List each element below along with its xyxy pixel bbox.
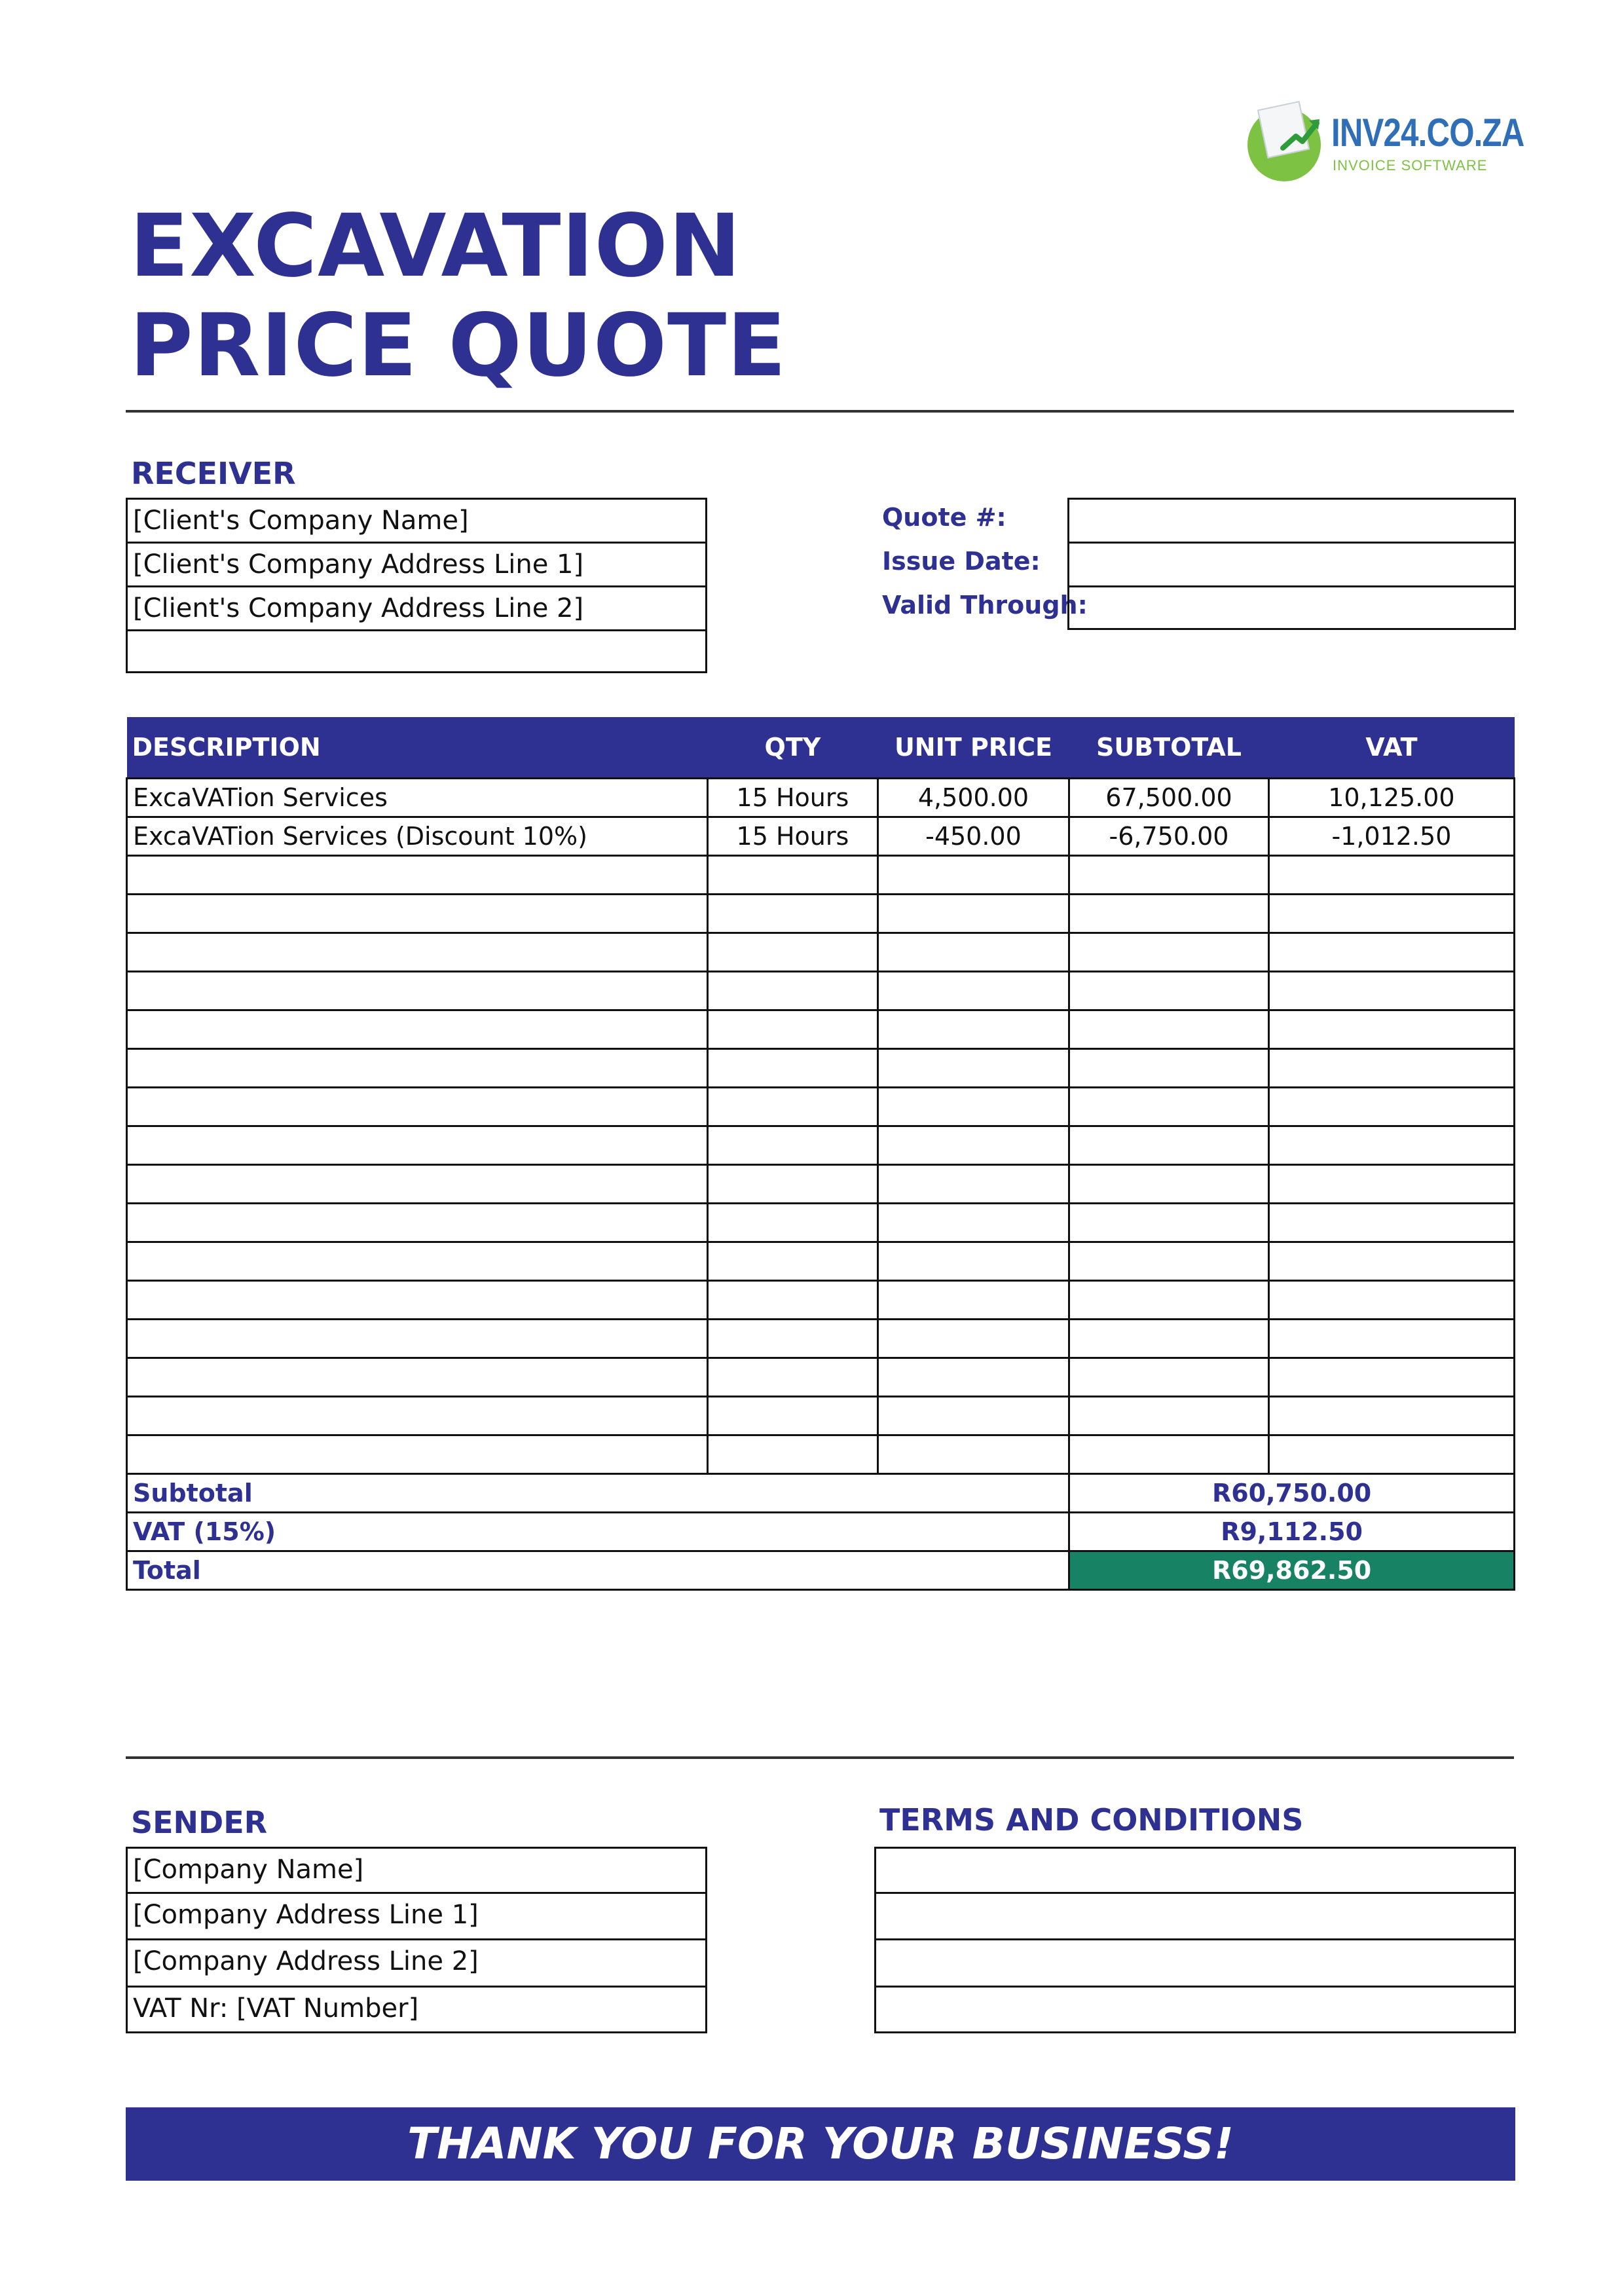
terms-line-3[interactable]	[876, 1940, 1514, 1988]
cell-qty[interactable]	[708, 1397, 878, 1435]
cell-unit-price[interactable]	[877, 1397, 1069, 1435]
line-items-table	[126, 717, 1515, 1591]
cell-qty[interactable]	[708, 895, 878, 933]
cell-qty[interactable]	[708, 1088, 878, 1126]
cell-subtotal[interactable]	[1069, 856, 1269, 895]
table-row	[127, 1281, 1515, 1320]
cell-description[interactable]	[127, 1397, 708, 1435]
cell-vat[interactable]	[1268, 895, 1514, 933]
table-row	[127, 779, 1515, 817]
cell-subtotal[interactable]	[1069, 1358, 1269, 1397]
sender-address-line-1[interactable]: [Company Address Line 1]	[128, 1894, 705, 1940]
cell-unit-price[interactable]	[877, 1242, 1069, 1281]
cell-qty[interactable]	[708, 1320, 878, 1358]
table-row	[127, 1126, 1515, 1165]
cell-description[interactable]: ExcaVATion Services	[127, 779, 708, 817]
cell-qty[interactable]	[708, 1165, 878, 1204]
cell-qty[interactable]	[708, 1281, 878, 1320]
cell-vat[interactable]	[1268, 1281, 1514, 1320]
cell-subtotal[interactable]	[1069, 1242, 1269, 1281]
document-title	[130, 196, 786, 396]
cell-vat[interactable]	[1268, 1358, 1514, 1397]
total-label: Total	[127, 1551, 1069, 1590]
subtotal-row	[127, 1474, 1515, 1513]
terms-line-2[interactable]	[876, 1894, 1514, 1940]
total-value: R69,862.50	[1069, 1551, 1515, 1590]
cell-subtotal[interactable]: -6,750.00	[1069, 817, 1269, 856]
cell-vat[interactable]	[1268, 1165, 1514, 1204]
cell-vat[interactable]	[1268, 1242, 1514, 1281]
cell-subtotal[interactable]	[1069, 1320, 1269, 1358]
table-row	[127, 1049, 1515, 1088]
vat-label: VAT (15%)	[127, 1513, 1069, 1551]
cell-description[interactable]	[127, 1126, 708, 1165]
receiver-heading: RECEIVER	[131, 456, 296, 491]
cell-subtotal[interactable]	[1069, 1397, 1269, 1435]
cell-vat[interactable]	[1268, 856, 1514, 895]
table-row	[127, 1397, 1515, 1435]
cell-unit-price[interactable]	[877, 933, 1069, 972]
cell-qty[interactable]: 15 Hours	[708, 817, 878, 856]
cell-vat[interactable]	[1268, 1204, 1514, 1242]
cell-vat[interactable]	[1268, 1320, 1514, 1358]
cell-subtotal[interactable]	[1069, 1126, 1269, 1165]
cell-unit-price[interactable]	[877, 1126, 1069, 1165]
cell-description[interactable]	[127, 1204, 708, 1242]
cell-unit-price[interactable]: -450.00	[877, 817, 1069, 856]
table-row	[127, 1242, 1515, 1281]
receiver-company-name[interactable]: [Client's Company Name]	[128, 500, 705, 544]
vat-value: R9,112.50	[1069, 1513, 1515, 1551]
header-description: DESCRIPTION	[127, 717, 708, 779]
subtotal-value: R60,750.00	[1069, 1474, 1515, 1513]
cell-unit-price[interactable]	[877, 895, 1069, 933]
cell-vat[interactable]: -1,012.50	[1268, 817, 1514, 856]
cell-description[interactable]	[127, 1320, 708, 1358]
cell-subtotal[interactable]	[1069, 1204, 1269, 1242]
cell-subtotal[interactable]	[1069, 1049, 1269, 1088]
cell-unit-price[interactable]	[877, 1165, 1069, 1204]
quote-meta-box	[1067, 498, 1516, 630]
logo-text: INV24.CO.ZA	[1331, 111, 1524, 155]
cell-description[interactable]	[127, 1010, 708, 1049]
valid-through-label: Valid Through:	[882, 591, 1088, 620]
table-row	[127, 1435, 1515, 1474]
header-qty: QTY	[708, 717, 878, 779]
table-row	[127, 1088, 1515, 1126]
cell-description[interactable]	[127, 1088, 708, 1126]
cell-qty[interactable]	[708, 933, 878, 972]
cell-description[interactable]	[127, 1435, 708, 1474]
sender-vat-number[interactable]: VAT Nr: [VAT Number]	[133, 1993, 419, 2024]
cell-unit-price[interactable]	[877, 1204, 1069, 1242]
title-line-1: EXCAVATION	[130, 196, 742, 297]
cell-qty[interactable]	[708, 1358, 878, 1397]
table-row	[127, 895, 1515, 933]
cell-unit-price[interactable]	[877, 1049, 1069, 1088]
header-vat: VAT	[1268, 717, 1514, 779]
logo-tagline: INVOICE SOFTWARE	[1333, 157, 1488, 174]
cell-vat[interactable]	[1268, 1010, 1514, 1049]
cell-description[interactable]	[127, 1165, 708, 1204]
cell-qty[interactable]	[708, 1435, 878, 1474]
cell-vat[interactable]	[1268, 1397, 1514, 1435]
cell-subtotal[interactable]	[1069, 895, 1269, 933]
brand-logo	[1247, 105, 1524, 183]
cell-description[interactable]	[127, 1358, 708, 1397]
cell-description[interactable]	[127, 1281, 708, 1320]
cell-qty[interactable]	[708, 1010, 878, 1049]
cell-vat[interactable]	[1268, 1435, 1514, 1474]
cell-unit-price[interactable]	[877, 1358, 1069, 1397]
table-row	[127, 1204, 1515, 1242]
cell-unit-price[interactable]	[877, 1281, 1069, 1320]
cell-subtotal[interactable]: 67,500.00	[1069, 779, 1269, 817]
cell-subtotal[interactable]	[1069, 1281, 1269, 1320]
bottom-divider	[126, 1756, 1514, 1759]
cell-qty[interactable]	[708, 1049, 878, 1088]
cell-vat[interactable]	[1268, 1049, 1514, 1088]
cell-description[interactable]: ExcaVATion Services (Discount 10%)	[127, 817, 708, 856]
cell-vat[interactable]	[1268, 1126, 1514, 1165]
table-row	[127, 856, 1515, 895]
cell-subtotal[interactable]	[1069, 1088, 1269, 1126]
header-unit-price: UNIT PRICE	[877, 717, 1069, 779]
terms-heading: TERMS AND CONDITIONS	[879, 1802, 1304, 1838]
quote-number-field[interactable]	[1069, 500, 1514, 544]
cell-qty[interactable]	[708, 1242, 878, 1281]
terms-box	[874, 1847, 1516, 2033]
cell-vat[interactable]: 10,125.00	[1268, 779, 1514, 817]
cell-description[interactable]	[127, 856, 708, 895]
receiver-box	[126, 498, 707, 673]
cell-unit-price[interactable]	[877, 856, 1069, 895]
sender-box	[126, 1847, 707, 2033]
cell-description[interactable]	[127, 1049, 708, 1088]
cell-vat[interactable]	[1268, 972, 1514, 1010]
table-row	[127, 817, 1515, 856]
sender-address-line-2[interactable]: [Company Address Line 2]	[128, 1940, 705, 1988]
title-line-2: PRICE QUOTE	[130, 295, 787, 396]
total-row	[127, 1551, 1515, 1590]
cell-qty[interactable]	[708, 1204, 878, 1242]
issue-date-label: Issue Date:	[882, 547, 1041, 576]
sender-company-name[interactable]: [Company Name]	[128, 1849, 705, 1894]
cell-unit-price[interactable]	[877, 1010, 1069, 1049]
receiver-address-line-1[interactable]: [Client's Company Address Line 1]	[128, 544, 705, 587]
cell-unit-price[interactable]	[877, 1435, 1069, 1474]
cell-subtotal[interactable]	[1069, 1010, 1269, 1049]
cell-qty[interactable]	[708, 1126, 878, 1165]
terms-line-4[interactable]	[876, 1988, 1514, 2031]
header-subtotal: SUBTOTAL	[1069, 717, 1269, 779]
cell-unit-price[interactable]: 4,500.00	[877, 779, 1069, 817]
table-header-row	[127, 717, 1515, 779]
cell-description[interactable]	[127, 1242, 708, 1281]
cell-description[interactable]	[127, 933, 708, 972]
sender-heading: SENDER	[131, 1805, 268, 1840]
table-row	[127, 1358, 1515, 1397]
table-row	[127, 1165, 1515, 1204]
cell-qty[interactable]: 15 Hours	[708, 779, 878, 817]
top-divider	[126, 410, 1514, 413]
cell-unit-price[interactable]	[877, 1320, 1069, 1358]
valid-through-field[interactable]	[1069, 587, 1514, 631]
cell-unit-price[interactable]	[877, 1088, 1069, 1126]
cell-unit-price[interactable]	[877, 972, 1069, 1010]
table-row	[127, 972, 1515, 1010]
issue-date-field[interactable]	[1069, 544, 1514, 587]
table-row	[127, 1010, 1515, 1049]
vat-row	[127, 1513, 1515, 1551]
quote-number-label: Quote #:	[882, 503, 1006, 532]
cell-subtotal[interactable]	[1069, 933, 1269, 972]
cell-subtotal[interactable]	[1069, 1435, 1269, 1474]
cell-description[interactable]	[127, 895, 708, 933]
thank-you-banner: THANK YOU FOR YOUR BUSINESS!	[126, 2107, 1515, 2181]
cell-description[interactable]	[127, 972, 708, 1010]
cell-qty[interactable]	[708, 972, 878, 1010]
table-row	[127, 1320, 1515, 1358]
table-row	[127, 933, 1515, 972]
subtotal-label: Subtotal	[127, 1474, 1069, 1513]
terms-line-1[interactable]	[876, 1849, 1514, 1894]
cell-subtotal[interactable]	[1069, 972, 1269, 1010]
logo-arrow-icon	[1280, 114, 1322, 156]
cell-subtotal[interactable]	[1069, 1165, 1269, 1204]
receiver-address-line-2[interactable]: [Client's Company Address Line 2]	[128, 587, 705, 631]
cell-vat[interactable]	[1268, 1088, 1514, 1126]
receiver-extra-line[interactable]	[128, 631, 705, 675]
cell-qty[interactable]	[708, 856, 878, 895]
cell-vat[interactable]	[1268, 933, 1514, 972]
